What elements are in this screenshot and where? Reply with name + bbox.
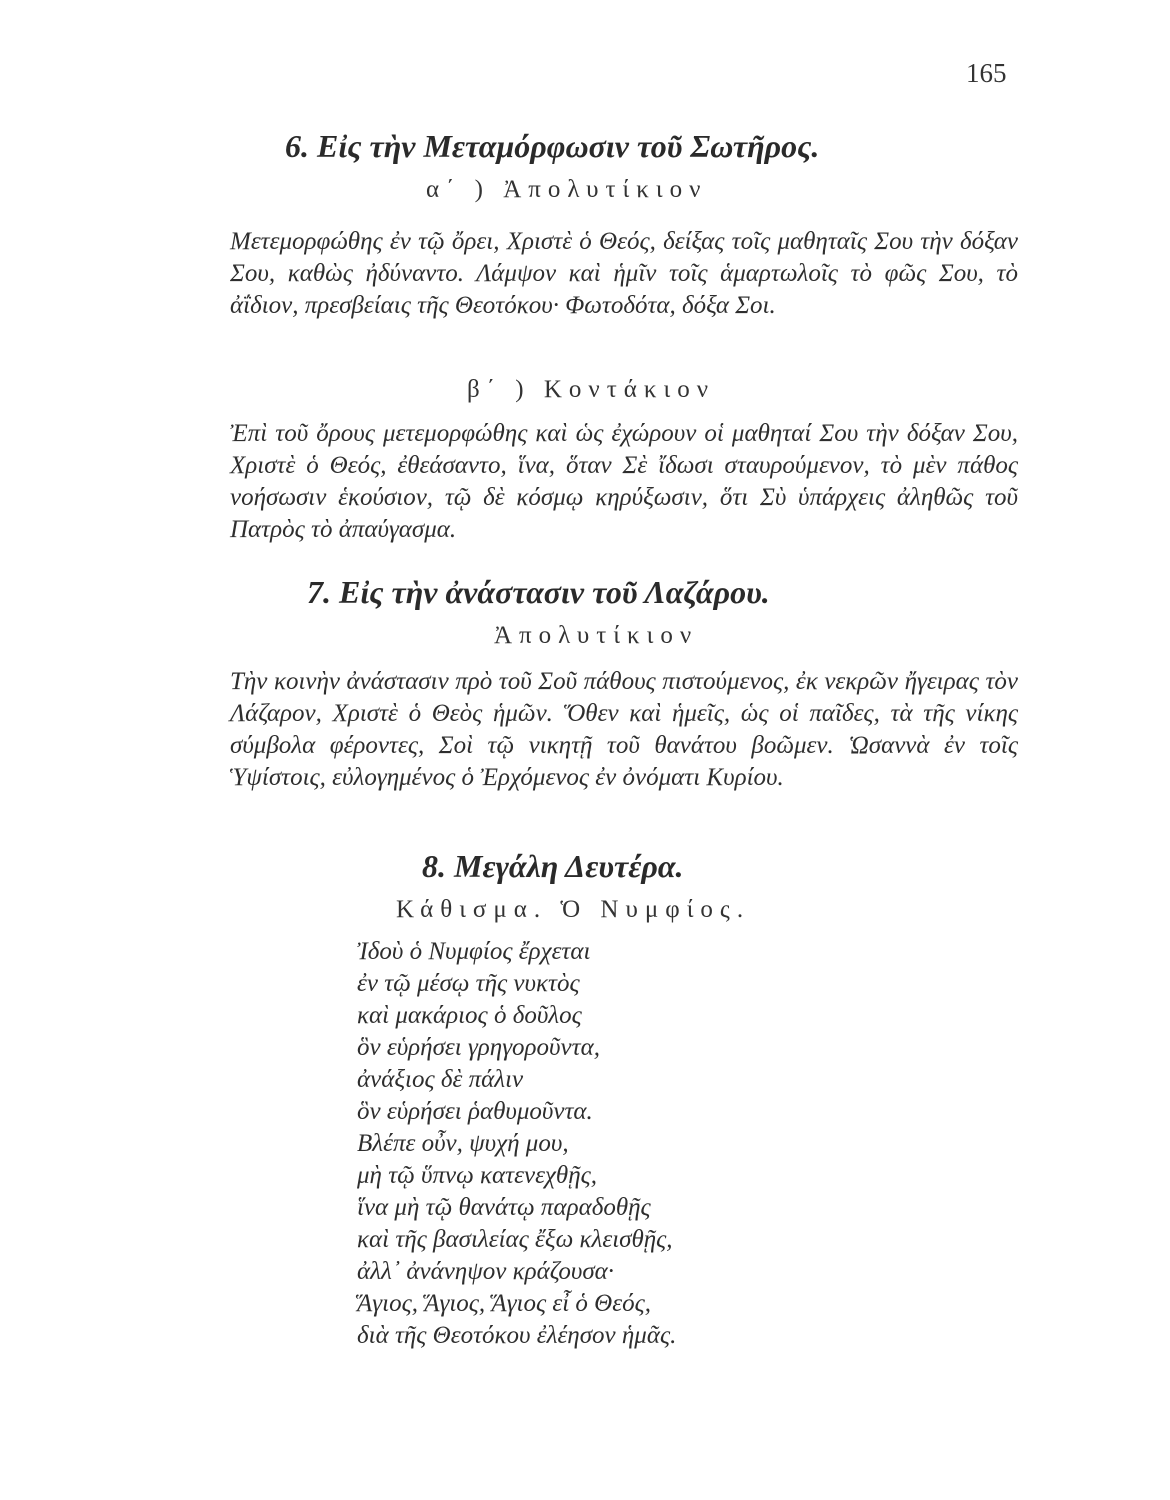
section-6-heading: 6. Εἰς τὴν Μεταμόρφωσιν τοῦ Σωτῆρος. (285, 128, 820, 164)
page-number: 165 (966, 58, 1007, 88)
hymn-line: Ἰδοὺ ὁ Νυμφίος ἔρχεται (357, 938, 591, 965)
section-6-kontakion-text (148, 418, 1018, 546)
hymn-line: καὶ τῆς βασιλείας ἔξω κλεισθῇς, (357, 1226, 673, 1253)
nymphios-hymn (357, 936, 676, 1352)
section-7-apolytikion-paragraph: Τὴν κοινὴν ἀνάστασιν πρὸ τοῦ Σοῦ πάθους πιστούμενος, ἐκ νεκρῶν ἤγειρας τὸν Λάζαρον, Χριστὲ ὁ Θεὸς ἡμῶν. Ὅθεν καὶ ἡμεῖς, ὡς οἱ παῖδες, τὰ τῆς νίκης σύμβολα φέροντες, Σοὶ τῷ νικητῇ τοῦ θανάτου βοῶμεν. Ὡσαννὰ ἐν τοῖς Ὑψίστοις, εὐλογημένος ὁ Ἐρχόμενος ἐν ὀνόματι Κυρίου. (230, 668, 1018, 791)
hymn-line: ὃν εὑρήσει ῥαθυμοῦντα. (357, 1098, 593, 1125)
section-7-heading: 7. Εἰς τὴν ἀνάστασιν τοῦ Λαζάρου. (307, 574, 770, 610)
section-6-apolytikion-text (148, 226, 1018, 322)
hymn-line: ὃν εὑρήσει γρηγοροῦντα, (357, 1034, 600, 1061)
section-8-heading: 8. Μεγάλη Δευτέρα. (422, 848, 684, 884)
hymn-line: Βλέπε οὖν, ψυχή μου, (357, 1130, 569, 1157)
section-7-apolytikion-text (148, 666, 1018, 794)
hymn-line: Ἅγιος, Ἅγιος, Ἅγιος εἶ ὁ Θεός, (357, 1290, 651, 1317)
section-8-kathisma-label: Κάθισμα. Ὁ Νυμφίος. (396, 896, 751, 923)
section-6-apolytikion-paragraph: Μετεμορφώθης ἐν τῷ ὄρει, Χριστὲ ὁ Θεός, δείξας τοῖς μαθηταῖς Σου τὴν δόξαν Σου, καθὼς ἠδύναντο. Λάμψον καὶ ἡμῖν τοῖς ἁμαρτωλοῖς τὸ φῶς Σου, τὸ ἀΐδιον, πρεσβείαις τῆς Θεοτόκου· Φωτοδότα, δόξα Σοι. (230, 228, 1018, 319)
section-6-kontakion-label: β΄ ) Κοντάκιον (467, 376, 715, 403)
section-7-apolytikion-label: Ἀπολυτίκιον (494, 622, 699, 649)
hymn-line: ἀνάξιος δὲ πάλιν (357, 1066, 524, 1093)
hymn-line: ἐν τῷ μέσῳ τῆς νυκτὸς (357, 970, 580, 997)
section-6-apolytikion-label: α΄ ) Ἀπολυτίκιον (426, 176, 708, 203)
hymn-line: ἀλλ᾽ ἀνάνηψον κράζουσα· (357, 1258, 615, 1285)
hymn-line: καὶ μακάριος ὁ δοῦλος (357, 1002, 582, 1029)
section-6-kontakion-paragraph: Ἐπὶ τοῦ ὄρους μετεμορφώθης καὶ ὡς ἐχώρουν οἱ μαθηταί Σου τὴν δόξαν Σου, Χριστὲ ὁ Θεός, ἐθεάσαντο, ἵνα, ὅταν Σὲ ἴδωσι σταυρούμενον, τὸ μὲν πάθος νοήσωσιν ἑκούσιον, τῷ δὲ κόσμῳ κηρύξωσιν, ὅτι Σὺ ὑπάρχεις ἀληθῶς τοῦ Πατρὸς τὸ ἀπαύγασμα. (230, 420, 1018, 543)
hymn-line: μὴ τῷ ὕπνῳ κατενεχθῇς, (357, 1162, 597, 1189)
hymn-line: ἵνα μὴ τῷ θανάτῳ παραδοθῇς (357, 1194, 651, 1221)
hymn-line: διὰ τῆς Θεοτόκου ἐλέησον ἡμᾶς. (357, 1322, 677, 1349)
